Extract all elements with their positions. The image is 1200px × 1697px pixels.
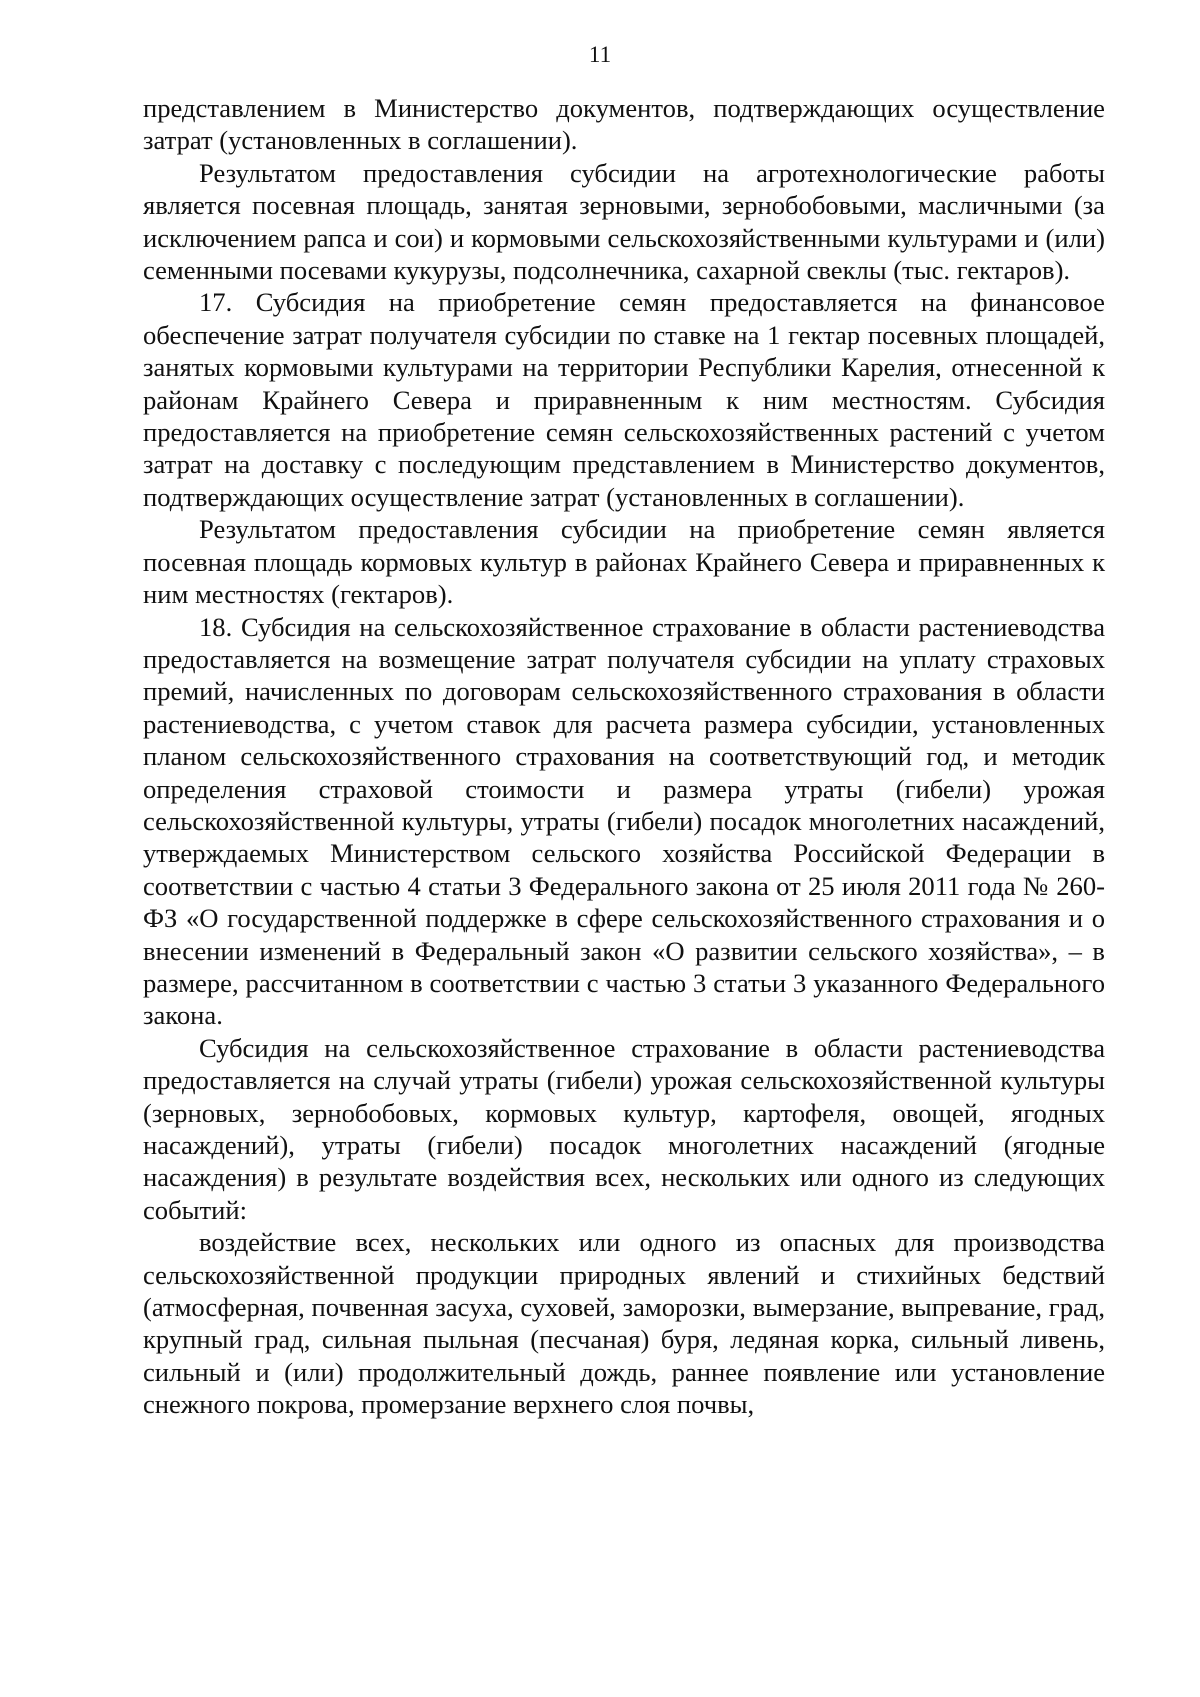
paragraph-agrotech-result: Результатом предоставления субсидии на агротехнологические работы является посевная площадь, занятая зерновыми, зернобобовыми, масличными (за исключением рапса и сои) и кормовыми сельскохозяйственными культурами и (или) семенными посевами кукурузы, подсолнечника, сахарной свеклы (тыс. гектаров). <box>143 157 1105 286</box>
paragraph-natural-events: воздействие всех, нескольких или одного из опасных для производства сельскохозяйственной продукции природных явлений и стихийных бедствий (атмосферная, почвенная засуха, суховей, заморозки, вымерзание, выпревание, град, крупный град, сильная пыльная (песчаная) буря, ледяная корка, сильный ливень, сильный и (или) продолжительный дождь, раннее появление или установление снежного покрова, промерзание верхнего слоя почвы, <box>143 1227 1105 1420</box>
paragraph-insurance-cases: Субсидия на сельскохозяйственное страхование в области растениеводства предоставляется на случай утраты (гибели) урожая сельскохозяйственной культуры (зерновых, зернобобовых, кормовых культур, картофеля, овощей, ягодных насаждений), утраты (гибели) посадок многолетних насаждений (ягодные насаждения) в результате воздействия всех, нескольких или одного из следующих событий: <box>143 1032 1105 1225</box>
paragraph-item-17: 17. Субсидия на приобретение семян предоставляется на финансовое обеспечение затрат получателя субсидии по ставке на 1 гектар посевных площадей, занятых кормовыми культурами на территории Республики Карелия, отнесенной к районам Крайнего Севера и приравненным к ним местностям. Субсидия предоставляется на приобретение семян сельскохозяйственных растений с учетом затрат на доставку с последующим представлением в Министерство документов, подтверждающих осуществление затрат (установленных в соглашении). <box>143 287 1105 512</box>
paragraph-seeds-result: Результатом предоставления субсидии на приобретение семян является посевная площадь кормовых культур в районах Крайнего Севера и приравненных к ним местностях (гектаров). <box>143 514 1105 610</box>
document-body <box>143 92 1105 1421</box>
page-number: 11 <box>588 42 612 67</box>
paragraph-continuation: представлением в Министерство документов, подтверждающих осуществление затрат (установленных в соглашении). <box>143 93 1105 156</box>
paragraph-item-18: 18. Субсидия на сельскохозяйственное страхование в области растениеводства предоставляется на возмещение затрат получателя субсидии на уплату страховых премий, начисленных по договорам сельскохозяйственного страхования в области растениеводства, с учетом ставок для расчета размера субсидии, установленных планом сельскохозяйственного страхования на соответствующий год, и методик определения страховой стоимости и размера утраты (гибели) урожая сельскохозяйственной культуры, утраты (гибели) посадок многолетних насаждений, утверждаемых Министерством сельского хозяйства Российской Федерации в соответствии с частью 4 статьи 3 Федерального закона от 25 июля 2011 года № 260-ФЗ «О государственной поддержке в сфере сельскохозяйственного страхования и о внесении изменений в Федеральный закон «О развитии сельского хозяйства», – в размере, рассчитанном в соответствии с частью 3 статьи 3 указанного Федерального закона. <box>143 611 1105 1031</box>
